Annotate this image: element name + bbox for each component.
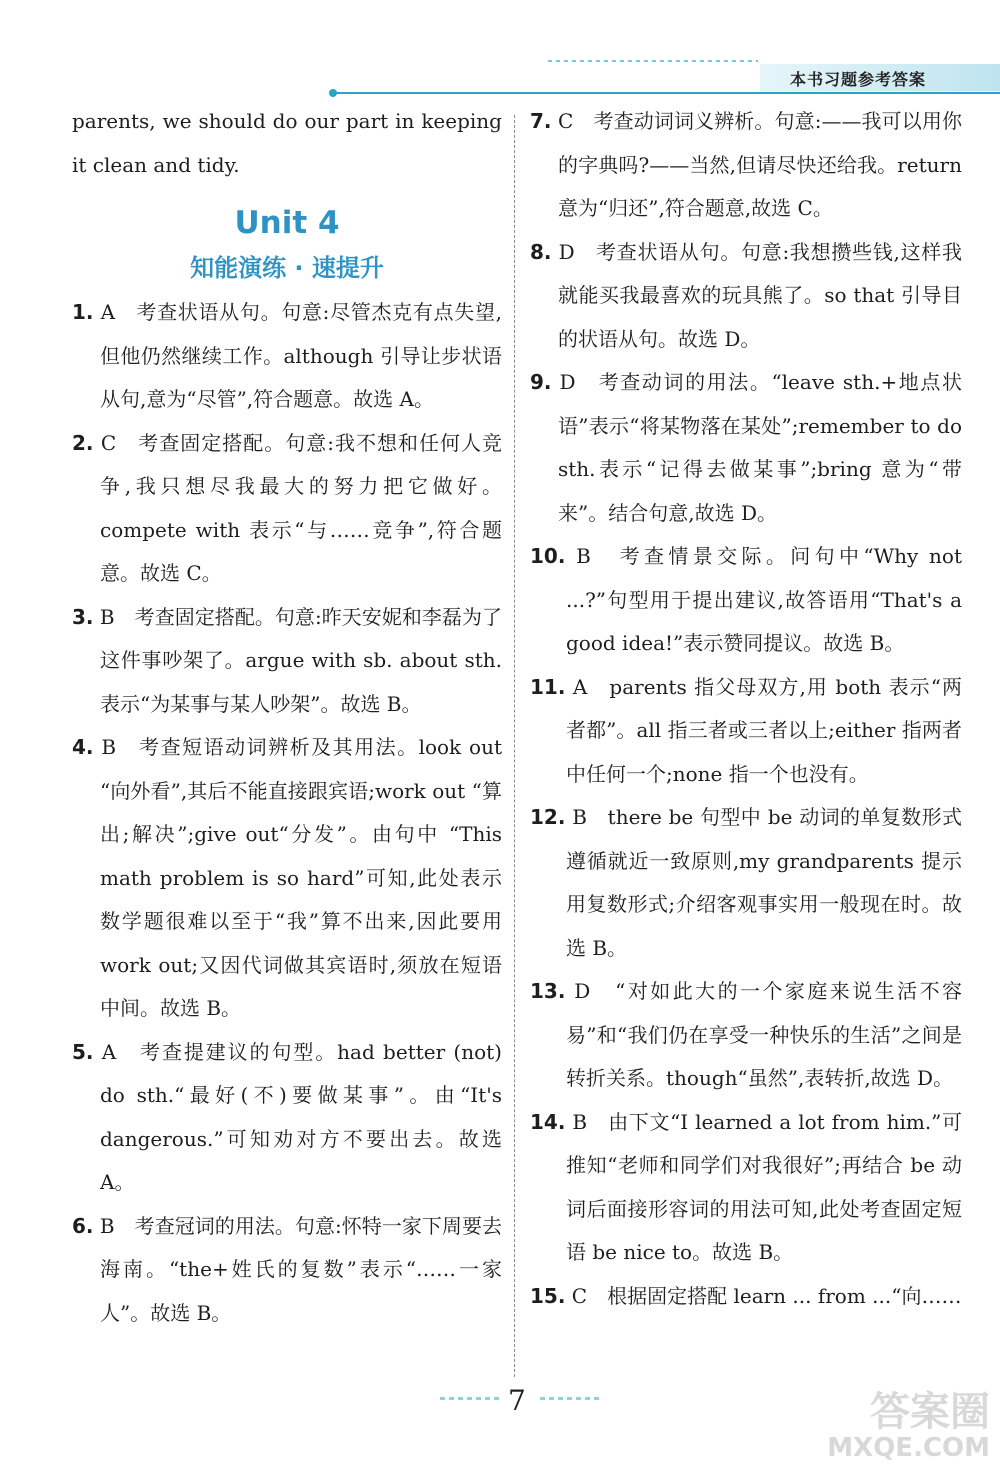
item-number: 13. (530, 979, 566, 1003)
unit-title: Unit 4 (234, 205, 340, 241)
header-rule (335, 92, 1000, 94)
item-number: 11. (530, 674, 566, 699)
section-title: 知能演练 · 速提升 (190, 254, 384, 282)
item-text: D 考查动词的用法。“leave sth.+地点状语”表示“将某物落在某处”;remember to do sth.表示“记得去做某事”;bring 意为“带来”。结合句意,故选 D。 (558, 370, 962, 525)
item-text: B 考查情景交际。问句中“Why not ...?”句型用于提出建议,故答语用“That's a good idea!”表示赞同提议。故选 B。 (566, 544, 962, 655)
answer-item (530, 100, 962, 231)
item-text: B 考查短语动词辨析及其用法。look out “向外看”,其后不能直接跟宾语;work out “算出;解决”;give out“分发”。由句中 “This math problem is so hard”可知,此处表示数学题很难以至于“我”算不出来,因此要用 work out;又因代词做其宾语时,须放在短语中间。故选 B。 (100, 735, 502, 1020)
answer-item (72, 422, 502, 596)
header-dotted-line (548, 60, 758, 62)
answer-item (72, 1031, 502, 1205)
item-text: B 考查冠词的用法。句意:怀特一家下周要去海南。“the+姓氏的复数”表示“……一家人”。故选 B。 (99, 1213, 502, 1325)
item-text: B 由下文“I learned a lot from him.”可推知“老师和同学们对我很好”;再结合 be 动词后面接形容词的用法可知,此处考查固定短语 be nice to。故选 B。 (566, 1109, 963, 1264)
item-number: 3. (72, 604, 94, 629)
answer-item (530, 535, 962, 666)
page-number: 7 (508, 1384, 526, 1417)
intro-text: parents, we should do our part in keeping it clean and tidy. (72, 109, 502, 177)
item-text: D 考查状语从句。句意:我想攒些钱,这样我就能买我最喜欢的玩具熊了。so that 引导目的状语从句。故选 D。 (558, 239, 962, 351)
item-number: 10. (530, 544, 566, 568)
watermark-text: 答案圈 (870, 1389, 990, 1435)
item-text: C 根据固定搭配 learn ... from ...“向…… (571, 1283, 962, 1308)
answer-item (72, 726, 502, 1031)
item-text: A 考查提建议的句型。had better (not) do sth.“最好(不)要做某事”。由“It's dangerous.”可知劝对方不要出去。故选 A。 (100, 1039, 502, 1194)
answer-item (72, 596, 502, 727)
left-column (72, 100, 502, 1335)
answer-item (530, 970, 962, 1101)
item-number: 8. (530, 239, 552, 264)
answer-item (530, 796, 962, 970)
item-number: 6. (72, 1213, 94, 1238)
footer-decoration-right (540, 1397, 600, 1400)
item-number: 5. (72, 1039, 94, 1064)
answer-item (72, 291, 502, 422)
item-number: 7. (530, 109, 552, 133)
item-number: 9. (530, 370, 552, 394)
column-divider (514, 115, 515, 1377)
item-number: 14. (530, 1109, 566, 1134)
right-column (530, 100, 962, 1318)
answer-item (530, 1275, 962, 1319)
answer-item (530, 1101, 962, 1275)
watermark-logo (827, 1390, 990, 1462)
item-number: 4. (72, 735, 94, 759)
answer-item (530, 666, 962, 797)
answer-item (72, 1205, 502, 1336)
item-text: C 考查固定搭配。句意:我不想和任何人竞争,我只想尽我最大的努力把它做好。compete with 表示“与……竞争”,符合题意。故选 C。 (100, 430, 503, 585)
item-number: 15. (530, 1283, 566, 1308)
item-text: B 考查固定搭配。句意:昨天安妮和李磊为了这件事吵架了。argue with sb. about sth.表示“为某事与某人吵架”。故选 B。 (99, 604, 502, 716)
item-text: B there be 句型中 be 动词的单复数形式遵循就近一致原则,my grandparents 提示用复数形式;介绍客观事实用一般现在时。故选 B。 (566, 805, 962, 960)
item-number: 1. (72, 300, 94, 324)
footer-decoration-left (440, 1397, 500, 1400)
item-text: D “对如此大的一个家庭来说生活不容易”和“我们仍在享受一种快乐的生活”之间是转折关系。though“虽然”,表转折,故选 D。 (566, 979, 963, 1090)
watermark-url: MXQE.COM (827, 1433, 990, 1463)
header-title: 本书习题参考答案 (790, 70, 927, 89)
answer-item (530, 231, 962, 362)
item-text: A 考查状语从句。句意:尽管杰克有点失望,但他仍然继续工作。although 引导让步状语从句,意为“尽管”,符合题意。故选 A。 (100, 300, 503, 411)
item-text: A parents 指父母双方,用 both 表示“两者都”。all 指三者或三者以上;either 指两者中任何一个;none 指一个也没有。 (566, 674, 962, 786)
item-number: 2. (72, 430, 94, 455)
answer-item (530, 361, 962, 535)
item-number: 12. (530, 805, 566, 829)
item-text: C 考查动词词义辨析。句意:——我可以用你的字典吗?——当然,但请尽快还给我。return 意为“归还”,符合题意,故选 C。 (557, 109, 962, 220)
